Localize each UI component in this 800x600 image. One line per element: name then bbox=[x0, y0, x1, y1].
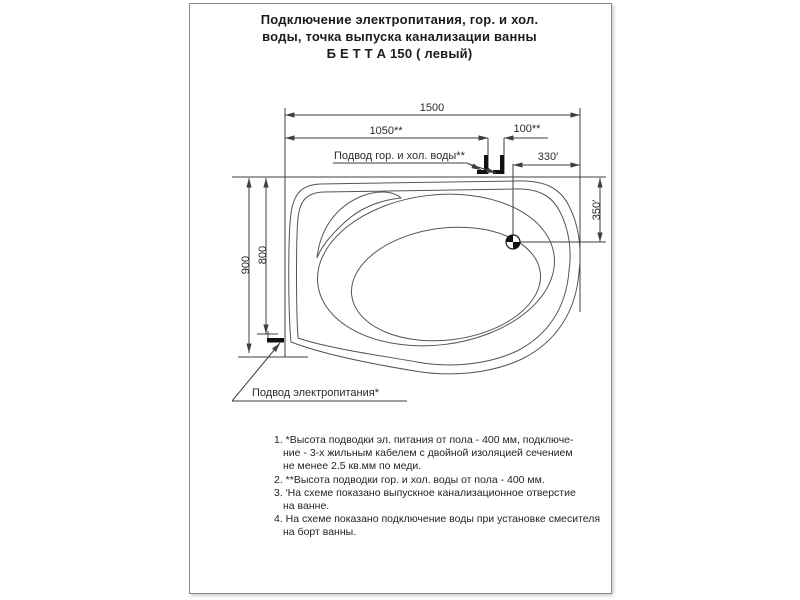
note-line: на борт ванны. bbox=[283, 526, 357, 539]
dim-label-800: 800 bbox=[257, 245, 269, 265]
dim-label-350: 350′ bbox=[591, 199, 603, 221]
headrest-ledge bbox=[317, 192, 401, 258]
tub-outer-contour bbox=[289, 181, 580, 374]
power-connection-bar bbox=[267, 338, 284, 343]
power-supply-label: Подвод электропитания* bbox=[252, 387, 379, 399]
title-line-2: воды, точка выпуска канализации ванны bbox=[262, 29, 537, 44]
water-pipe1-foot bbox=[477, 170, 485, 174]
note-line: не менее 2.5 кв.мм по меди. bbox=[283, 460, 422, 473]
dim-label-1050: 1050** bbox=[369, 125, 403, 137]
tub-rim-inner-line bbox=[297, 189, 571, 365]
title-line-1: Подключение электропитания, гор. и хол. bbox=[260, 12, 539, 27]
water-supply-label: Подвод гор. и хол. воды** bbox=[334, 150, 465, 162]
note-line: ние - 3-х жильным кабелем с двойной изоляцией сечением bbox=[283, 447, 573, 460]
water-supply-callout bbox=[333, 150, 496, 173]
dim-label-100: 100** bbox=[513, 123, 541, 135]
note-line: 1. *Высота подводки эл. питания от пола - 400 мм, подключе- bbox=[274, 434, 574, 446]
notes-block bbox=[274, 434, 604, 540]
dim-label-1500: 1500 bbox=[419, 102, 445, 114]
power-mark bbox=[267, 331, 284, 343]
dim-label-900: 900 bbox=[240, 255, 252, 275]
dim-label-330: 330′ bbox=[537, 151, 559, 163]
note-line: 3. ′На схеме показано выпускное канализационное отверстие bbox=[274, 486, 576, 499]
bathtub-outline bbox=[289, 181, 580, 374]
drain-symbol bbox=[506, 235, 520, 249]
title-line-3: Б Е Т Т А 150 ( левый) bbox=[326, 46, 473, 61]
note-line: 4. На схеме показано подключение воды при установке смесителя bbox=[274, 513, 601, 526]
basin-opening bbox=[309, 181, 564, 359]
note-line: на ванне. bbox=[283, 500, 330, 513]
note-line: 2. **Высота подводки гор. и хол. воды от пола - 400 мм. bbox=[274, 473, 545, 486]
drain-quadrant-se bbox=[513, 242, 520, 249]
